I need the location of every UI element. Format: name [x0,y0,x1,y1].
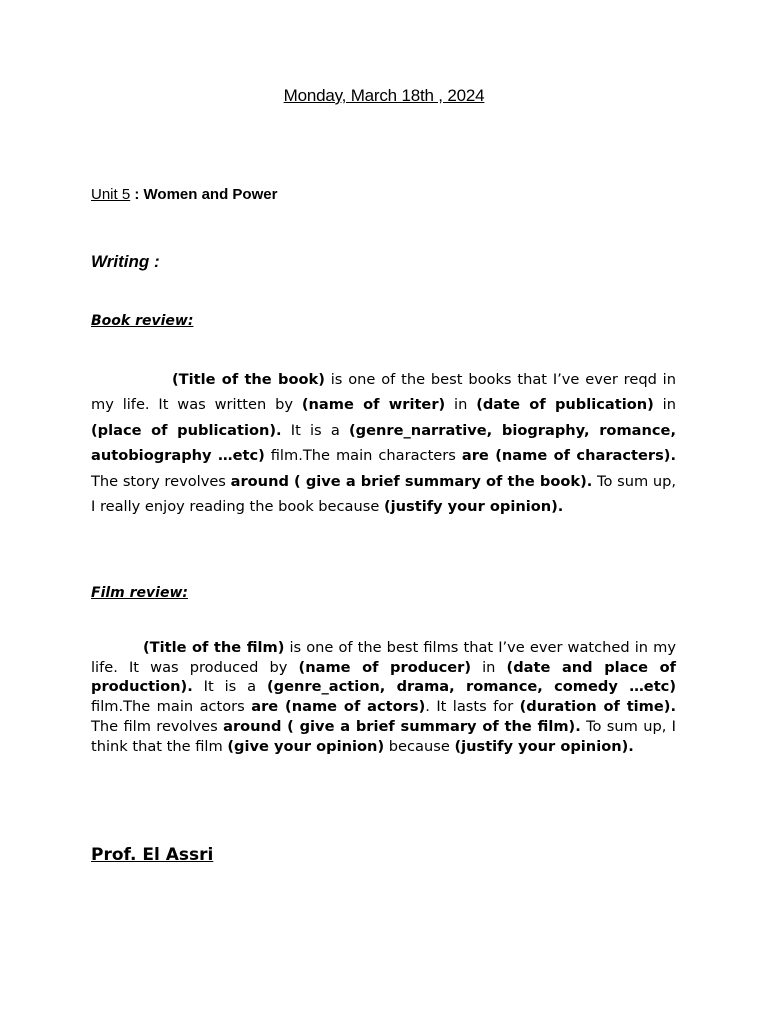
text-segment: in [445,396,477,414]
text-segment: in [653,396,676,414]
book-review-heading: Book review: [91,313,194,329]
text-segment: (date and place of production). [91,658,676,696]
text-segment: (genre_narrative, biography, romance, autobiography …etc) [91,421,676,465]
book-review-paragraph [91,367,676,519]
text-segment: in [470,658,507,676]
text-segment: (duration of time). [519,698,677,716]
text-segment: film.The main actors [91,698,252,716]
writing-heading: Writing : [91,252,160,271]
text-segment: . It lasts for [425,698,520,716]
document-date: Monday, March 18th , 2024 [283,86,485,105]
unit-label: Unit 5 [91,186,131,203]
text-segment: (Title of the film) [143,639,285,656]
text-segment: The story revolves [91,472,231,490]
text-segment: around ( give a brief summary of the book). [230,472,593,490]
unit-separator: : [130,186,144,203]
text-segment: The film revolves [91,717,224,735]
book-review-text [91,371,676,515]
text-segment: is one of the best books that I’ve ever reqd in my life. It was written by [91,371,676,414]
film-review-text [91,639,676,755]
text-segment: To sum up, I think that the film [91,717,676,755]
text-segment: (name of writer) [301,396,446,414]
text-segment: (justify your opinion). [383,498,564,516]
text-segment: (give your opinion) [227,737,385,755]
film-review-paragraph [91,638,676,756]
text-segment: around ( give a brief summary of the film). [223,717,581,735]
text-segment: It is a [192,678,268,696]
text-segment: (genre_action, drama, romance, comedy …etc) [267,678,677,696]
author-signature: Prof. El Assri [91,845,214,865]
text-segment: are (name of actors) [251,698,426,716]
text-segment: (name of producer) [298,658,471,676]
text-segment: is one of the best films that I’ve ever watched in my life. It was produced by [91,639,676,676]
text-segment: (date of publication) [476,396,654,414]
film-review-heading: Film review: [91,585,188,601]
text-segment: (justify your opinion). [454,737,634,755]
unit-title: Women and Power [143,186,278,203]
text-segment: are (name of characters). [461,447,676,465]
text-segment: (Title of the book) [172,371,325,388]
text-segment: film.The main characters [264,447,462,465]
text-segment: because [384,737,455,755]
text-segment: To sum up, I really enjoy reading the book because [91,472,676,516]
text-segment: (place of publication). [91,421,282,439]
text-segment: It is a [281,421,350,439]
unit-heading [91,186,277,203]
